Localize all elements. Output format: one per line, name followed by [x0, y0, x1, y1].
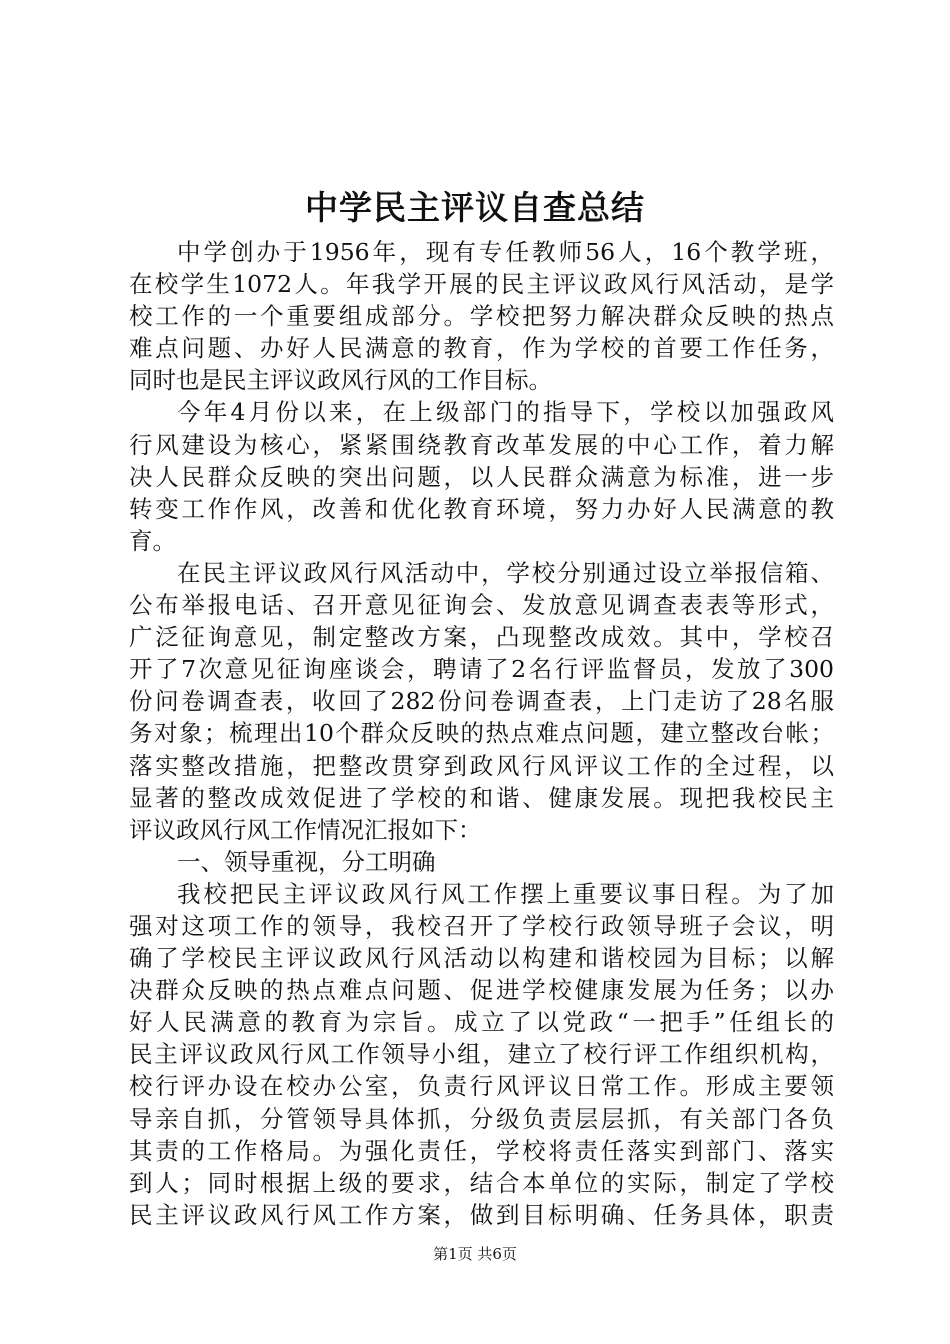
text-line: 校行评办设在校办公室，负责行风评议日常工作。形成主要领: [129, 1072, 834, 1101]
text-line: 评议政风行风工作情况汇报如下：: [129, 815, 482, 844]
text-line: 校工作的一个重要组成部分。学校把努力解决群众反映的热点: [129, 302, 834, 331]
text-line: 务对象；梳理出10个群众反映的热点难点问题，建立整改台帐；: [129, 719, 834, 748]
text-line: 决人民群众反映的突出问题，以人民群众满意为标准，进一步: [129, 462, 834, 491]
text-line: 公布举报电话、召开意见征询会、发放意见调查表表等形式，: [129, 591, 834, 620]
text-line: 广泛征询意见，制定整改方案，凸现整改成效。其中，学校召: [129, 623, 834, 652]
text-line: 份问卷调查表，收回了282份问卷调查表，上门走访了28名服: [129, 687, 834, 716]
text-line: 确了学校民主评议政风行风活动以构建和谐校园为目标；以解: [129, 944, 834, 973]
text-line: 导亲自抓，分管领导具体抓，分级负责层层抓，有关部门各负: [129, 1104, 834, 1133]
document-body: [129, 236, 834, 1231]
text-line: 难点问题、办好人民满意的教育，作为学校的首要工作任务，: [129, 334, 834, 363]
text-line: 决群众反映的热点难点问题、促进学校健康发展为任务；以办: [129, 976, 834, 1005]
text-line: 育。: [129, 526, 176, 555]
text-line: 民主评议政风行风工作方案，做到目标明确、任务具体，职责: [129, 1200, 834, 1229]
text-line: 我校把民主评议政风行风工作摆上重要议事日程。为了加: [177, 879, 834, 908]
page-footer: 第1页 共6页: [433, 1245, 517, 1263]
text-line: 其责的工作格局。为强化责任，学校将责任落实到部门、落实: [129, 1136, 834, 1165]
text-line: 显著的整改成效促进了学校的和谐、健康发展。现把我校民主: [129, 783, 834, 812]
text-line: 好人民满意的教育为宗旨。成立了以党政“一把手”任组长的: [129, 1008, 834, 1037]
text-line: 开了7次意见征询座谈会，聘请了2名行评监督员，发放了300: [129, 655, 834, 684]
text-line: 落实整改措施，把整改贯穿到政风行风评议工作的全过程，以: [129, 751, 834, 780]
text-line: 到人；同时根据上级的要求，结合本单位的实际，制定了学校: [129, 1168, 834, 1197]
text-line: 一、领导重视，分工明确: [177, 847, 436, 876]
text-line: 同时也是民主评议政风行风的工作目标。: [129, 366, 552, 395]
text-line: 在民主评议政风行风活动中，学校分别通过设立举报信箱、: [177, 558, 834, 587]
text-line: 中学创办于1956年，现有专任教师56人，16个教学班，: [177, 238, 834, 266]
text-line: 今年4月份以来，在上级部门的指导下，学校以加强政风: [177, 398, 834, 427]
text-line: 民主评议政风行风工作领导小组，建立了校行评工作组织机构，: [129, 1040, 834, 1069]
document-title: 中学民主评议自查总结: [305, 188, 645, 227]
text-line: 强对这项工作的领导，我校召开了学校行政领导班子会议，明: [129, 911, 834, 940]
text-line: 在校学生1072人。年我学开展的民主评议政风行风活动，是学: [129, 270, 834, 299]
text-line: 行风建设为核心，紧紧围绕教育改革发展的中心工作，着力解: [129, 430, 834, 459]
text-line: 转变工作作风，改善和优化教育环境，努力办好人民满意的教: [129, 494, 834, 523]
